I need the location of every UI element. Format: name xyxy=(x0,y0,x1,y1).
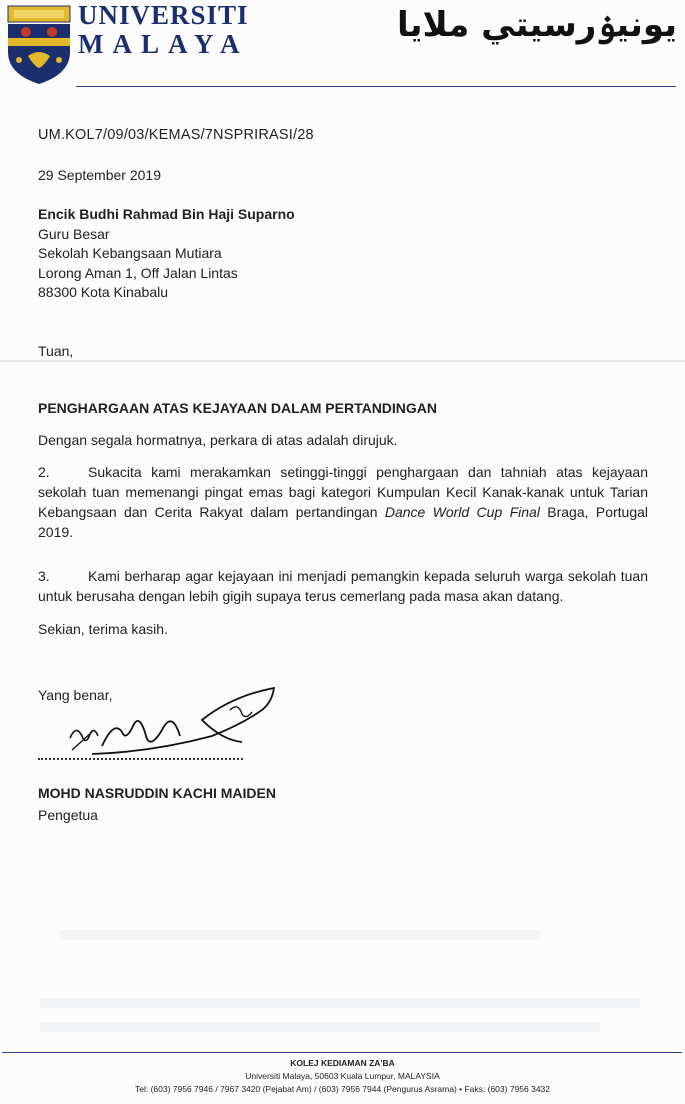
recipient-line: 88300 Kota Kinabalu xyxy=(38,284,168,300)
recipient-name: Encik Budhi Rahmad Bin Haji Suparno xyxy=(38,206,295,222)
paragraph-2 xyxy=(38,462,648,542)
closing-line: Sekian, terima kasih. xyxy=(38,621,168,637)
handwritten-signature xyxy=(62,680,282,765)
paragraph-3 xyxy=(38,566,648,606)
recipient-line: Lorong Aman 1, Off Jalan Lintas xyxy=(38,264,238,281)
paragraph-3-text: Kami berharap agar kejayaan ini menjadi pemangkin kepada seluruh warga sekolah tuan untuk berusaha dengan lebih gigih supaya terus cemerlang pada masa akan datang. xyxy=(38,568,648,604)
letterhead-jawi-logo: يونيۏرسيتي ملايا xyxy=(396,5,677,45)
paragraph-number: 3. xyxy=(38,568,50,584)
paragraph-2-text-end: Braga, Portugal 2019. xyxy=(38,504,648,540)
recipient-address xyxy=(38,205,295,303)
footer-organization: KOLEJ KEDIAMAN ZA'BA xyxy=(290,1058,395,1068)
recipient-line: Guru Besar xyxy=(38,225,110,242)
university-crest-icon xyxy=(4,4,74,86)
letterhead-line1: UNIVERSITI xyxy=(78,0,249,30)
paragraph-2-text: Sukacita kami merakamkan setinggi-tinggi penghargaan dan tahniah atas kejayaan sekolah tuan memenangi pingat emas bagi kategori Kumpulan Kecil Kanak-kanak untuk Tarian Kebangsaan dan Cerita Rakyat dalam pertandingan xyxy=(38,464,648,520)
footer-address: Universiti Malaya, 50603 Kuala Lumpur, MALAYSIA xyxy=(245,1071,440,1081)
letterhead-university-name xyxy=(78,0,249,58)
paragraph-number: 2. xyxy=(38,464,50,480)
header-divider xyxy=(76,86,676,87)
bleed-through-mark xyxy=(40,998,640,1008)
signer-name: MOHD NASRUDDIN KACHI MAIDEN xyxy=(38,785,276,801)
letter-subject: PENGHARGAAN ATAS KEJAYAAN DALAM PERTANDINGAN xyxy=(38,400,438,416)
footer-contact: Tel: (603) 7956 7946 / 7967 3420 (Pejabat Am) / (603) 7956 7944 (Pengurus Asrama) • Faks: (603) 7956 3432 xyxy=(134,1084,550,1094)
bleed-through-mark xyxy=(40,1022,600,1032)
footer-divider xyxy=(2,1052,682,1053)
letter-date: 29 September 2019 xyxy=(38,167,161,183)
signer-title: Pengetua xyxy=(38,807,98,823)
letterhead-line2: MALAYA xyxy=(78,29,249,59)
paper-fold-line xyxy=(0,360,685,362)
sign-off: Yang benar, xyxy=(38,687,113,703)
signature-dotted-line xyxy=(38,758,243,760)
bleed-through-mark xyxy=(60,930,540,940)
intro-paragraph: Dengan segala hormatnya, perkara di atas adalah dirujuk. xyxy=(38,432,398,448)
recipient-line: Sekolah Kebangsaan Mutiara xyxy=(38,245,222,261)
reference-number: UM.KOL7/09/03/KEMAS/7NSPRIRASI/28 xyxy=(38,127,314,143)
paragraph-2-italic: Dance World Cup Final xyxy=(384,504,540,520)
salutation: Tuan, xyxy=(38,343,74,359)
